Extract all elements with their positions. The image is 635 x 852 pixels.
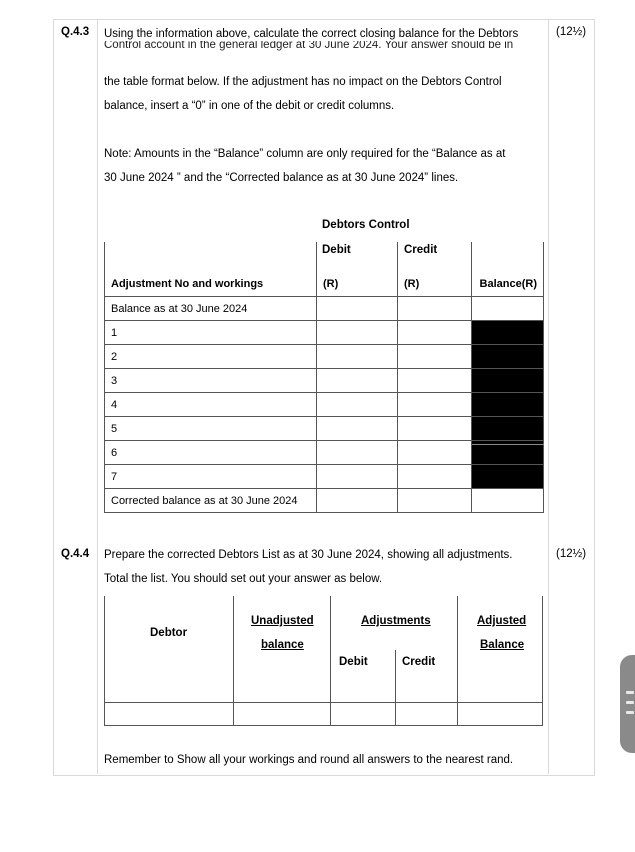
table-row bbox=[105, 417, 544, 441]
handle-grip-icon bbox=[626, 691, 634, 694]
table-row bbox=[105, 465, 544, 489]
credit-cell[interactable] bbox=[398, 465, 472, 489]
table-row bbox=[105, 393, 544, 417]
table-row bbox=[105, 345, 544, 369]
black-block-divider bbox=[472, 444, 544, 445]
marks-443: (12½) bbox=[556, 26, 587, 38]
balance-cell[interactable] bbox=[472, 489, 544, 513]
credit-cell[interactable] bbox=[398, 441, 472, 465]
table-line bbox=[104, 596, 105, 726]
debtors-control-title: Debtors Control bbox=[322, 219, 410, 231]
question-number-444: Q.4.4 bbox=[61, 548, 90, 560]
credit-unit-header: (R) bbox=[398, 242, 472, 297]
table-line bbox=[104, 702, 543, 703]
q443-line-2: Control account in the general ledger at 30 June 2024. Your answer should be in bbox=[104, 41, 514, 51]
unadjusted-header-1: Unadjusted bbox=[251, 615, 314, 627]
q443-line-2-clipped bbox=[104, 41, 513, 57]
reminder-text: Remember to Show all your workings and round all answers to the nearest rand. bbox=[104, 754, 514, 766]
debit-cell[interactable] bbox=[317, 297, 398, 321]
debtor-header: Debtor bbox=[150, 627, 188, 639]
unadjusted-header-2: balance bbox=[261, 639, 304, 651]
balance-header: Balance(R) bbox=[472, 242, 544, 297]
debit-cell[interactable] bbox=[317, 489, 398, 513]
balance-cell[interactable] bbox=[472, 297, 544, 321]
table-row bbox=[105, 489, 544, 513]
table-line bbox=[233, 596, 234, 726]
marks-444: (12½) bbox=[556, 548, 587, 560]
q443-line-1: Using the information above, calculate the correct closing balance for the Debtors bbox=[104, 28, 519, 40]
balance-cell-blocked bbox=[472, 369, 544, 393]
q443-note-1: Note: Amounts in the “Balance” column are only required for the “Balance as at bbox=[104, 148, 506, 160]
table-row bbox=[105, 297, 544, 321]
debit-cell[interactable] bbox=[317, 393, 398, 417]
debit-header: Debit bbox=[322, 244, 351, 256]
table-line bbox=[457, 596, 458, 726]
handle-grip-icon bbox=[626, 711, 634, 714]
table-line bbox=[395, 650, 396, 726]
debit-cell[interactable] bbox=[317, 441, 398, 465]
credit-cell[interactable] bbox=[398, 369, 472, 393]
adjusted-header-2: Balance bbox=[480, 639, 525, 651]
table-line bbox=[330, 596, 331, 726]
adj-credit-header: Credit bbox=[402, 656, 436, 668]
debit-cell[interactable] bbox=[317, 369, 398, 393]
table-row bbox=[105, 369, 544, 393]
row-label: 4 bbox=[105, 393, 317, 417]
debit-cell[interactable] bbox=[317, 465, 398, 489]
adjusted-header-1: Adjusted bbox=[477, 615, 527, 627]
balance-cell-blocked bbox=[472, 393, 544, 417]
row-label: Balance as at 30 June 2024 bbox=[105, 297, 317, 321]
adjustments-header: Adjustments bbox=[361, 615, 431, 627]
column-divider-right bbox=[548, 19, 549, 774]
row-label: 1 bbox=[105, 321, 317, 345]
q443-line-4: balance, insert a “0” in one of the debit or credit columns. bbox=[104, 100, 395, 112]
q443-line-3: the table format below. If the adjustment has no impact on the Debtors Control bbox=[104, 76, 502, 88]
row-label: 2 bbox=[105, 345, 317, 369]
table-line bbox=[104, 725, 543, 726]
q443-note-2: 30 June 2024 ” and the “Corrected balance as at 30 June 2024” lines. bbox=[104, 172, 459, 184]
adj-debit-header: Debit bbox=[339, 656, 368, 668]
side-panel-handle[interactable] bbox=[620, 655, 635, 753]
balance-cell-blocked bbox=[472, 345, 544, 369]
q444-line-1: Prepare the corrected Debtors List as at 30 June 2024, showing all adjustments. bbox=[104, 549, 513, 561]
credit-cell[interactable] bbox=[398, 417, 472, 441]
balance-cell-blocked bbox=[472, 321, 544, 345]
credit-cell[interactable] bbox=[398, 345, 472, 369]
row-label: Corrected balance as at 30 June 2024 bbox=[105, 489, 317, 513]
balance-cell-blocked bbox=[472, 417, 544, 441]
question-number-443: Q.4.3 bbox=[61, 26, 90, 38]
column-divider-left bbox=[97, 19, 98, 774]
debit-unit-header: (R) bbox=[317, 242, 398, 297]
credit-cell[interactable] bbox=[398, 321, 472, 345]
row-label: 6 bbox=[105, 441, 317, 465]
credit-cell[interactable] bbox=[398, 393, 472, 417]
adjustment-header: Adjustment No and workings bbox=[105, 242, 317, 297]
table-header-row bbox=[105, 242, 544, 297]
debit-cell[interactable] bbox=[317, 321, 398, 345]
q444-line-2: Total the list. You should set out your answer as below. bbox=[104, 573, 383, 585]
debtors-list-table bbox=[104, 596, 542, 726]
credit-header: Credit bbox=[404, 244, 438, 256]
row-label: 5 bbox=[105, 417, 317, 441]
table-line bbox=[542, 596, 543, 726]
row-label: 3 bbox=[105, 369, 317, 393]
row-label: 7 bbox=[105, 465, 317, 489]
credit-cell[interactable] bbox=[398, 489, 472, 513]
balance-cell-blocked bbox=[472, 465, 544, 489]
handle-grip-icon bbox=[626, 701, 634, 704]
table-row bbox=[105, 321, 544, 345]
credit-cell[interactable] bbox=[398, 297, 472, 321]
debtors-control-table bbox=[104, 242, 544, 513]
debit-cell[interactable] bbox=[317, 345, 398, 369]
debit-cell[interactable] bbox=[317, 417, 398, 441]
